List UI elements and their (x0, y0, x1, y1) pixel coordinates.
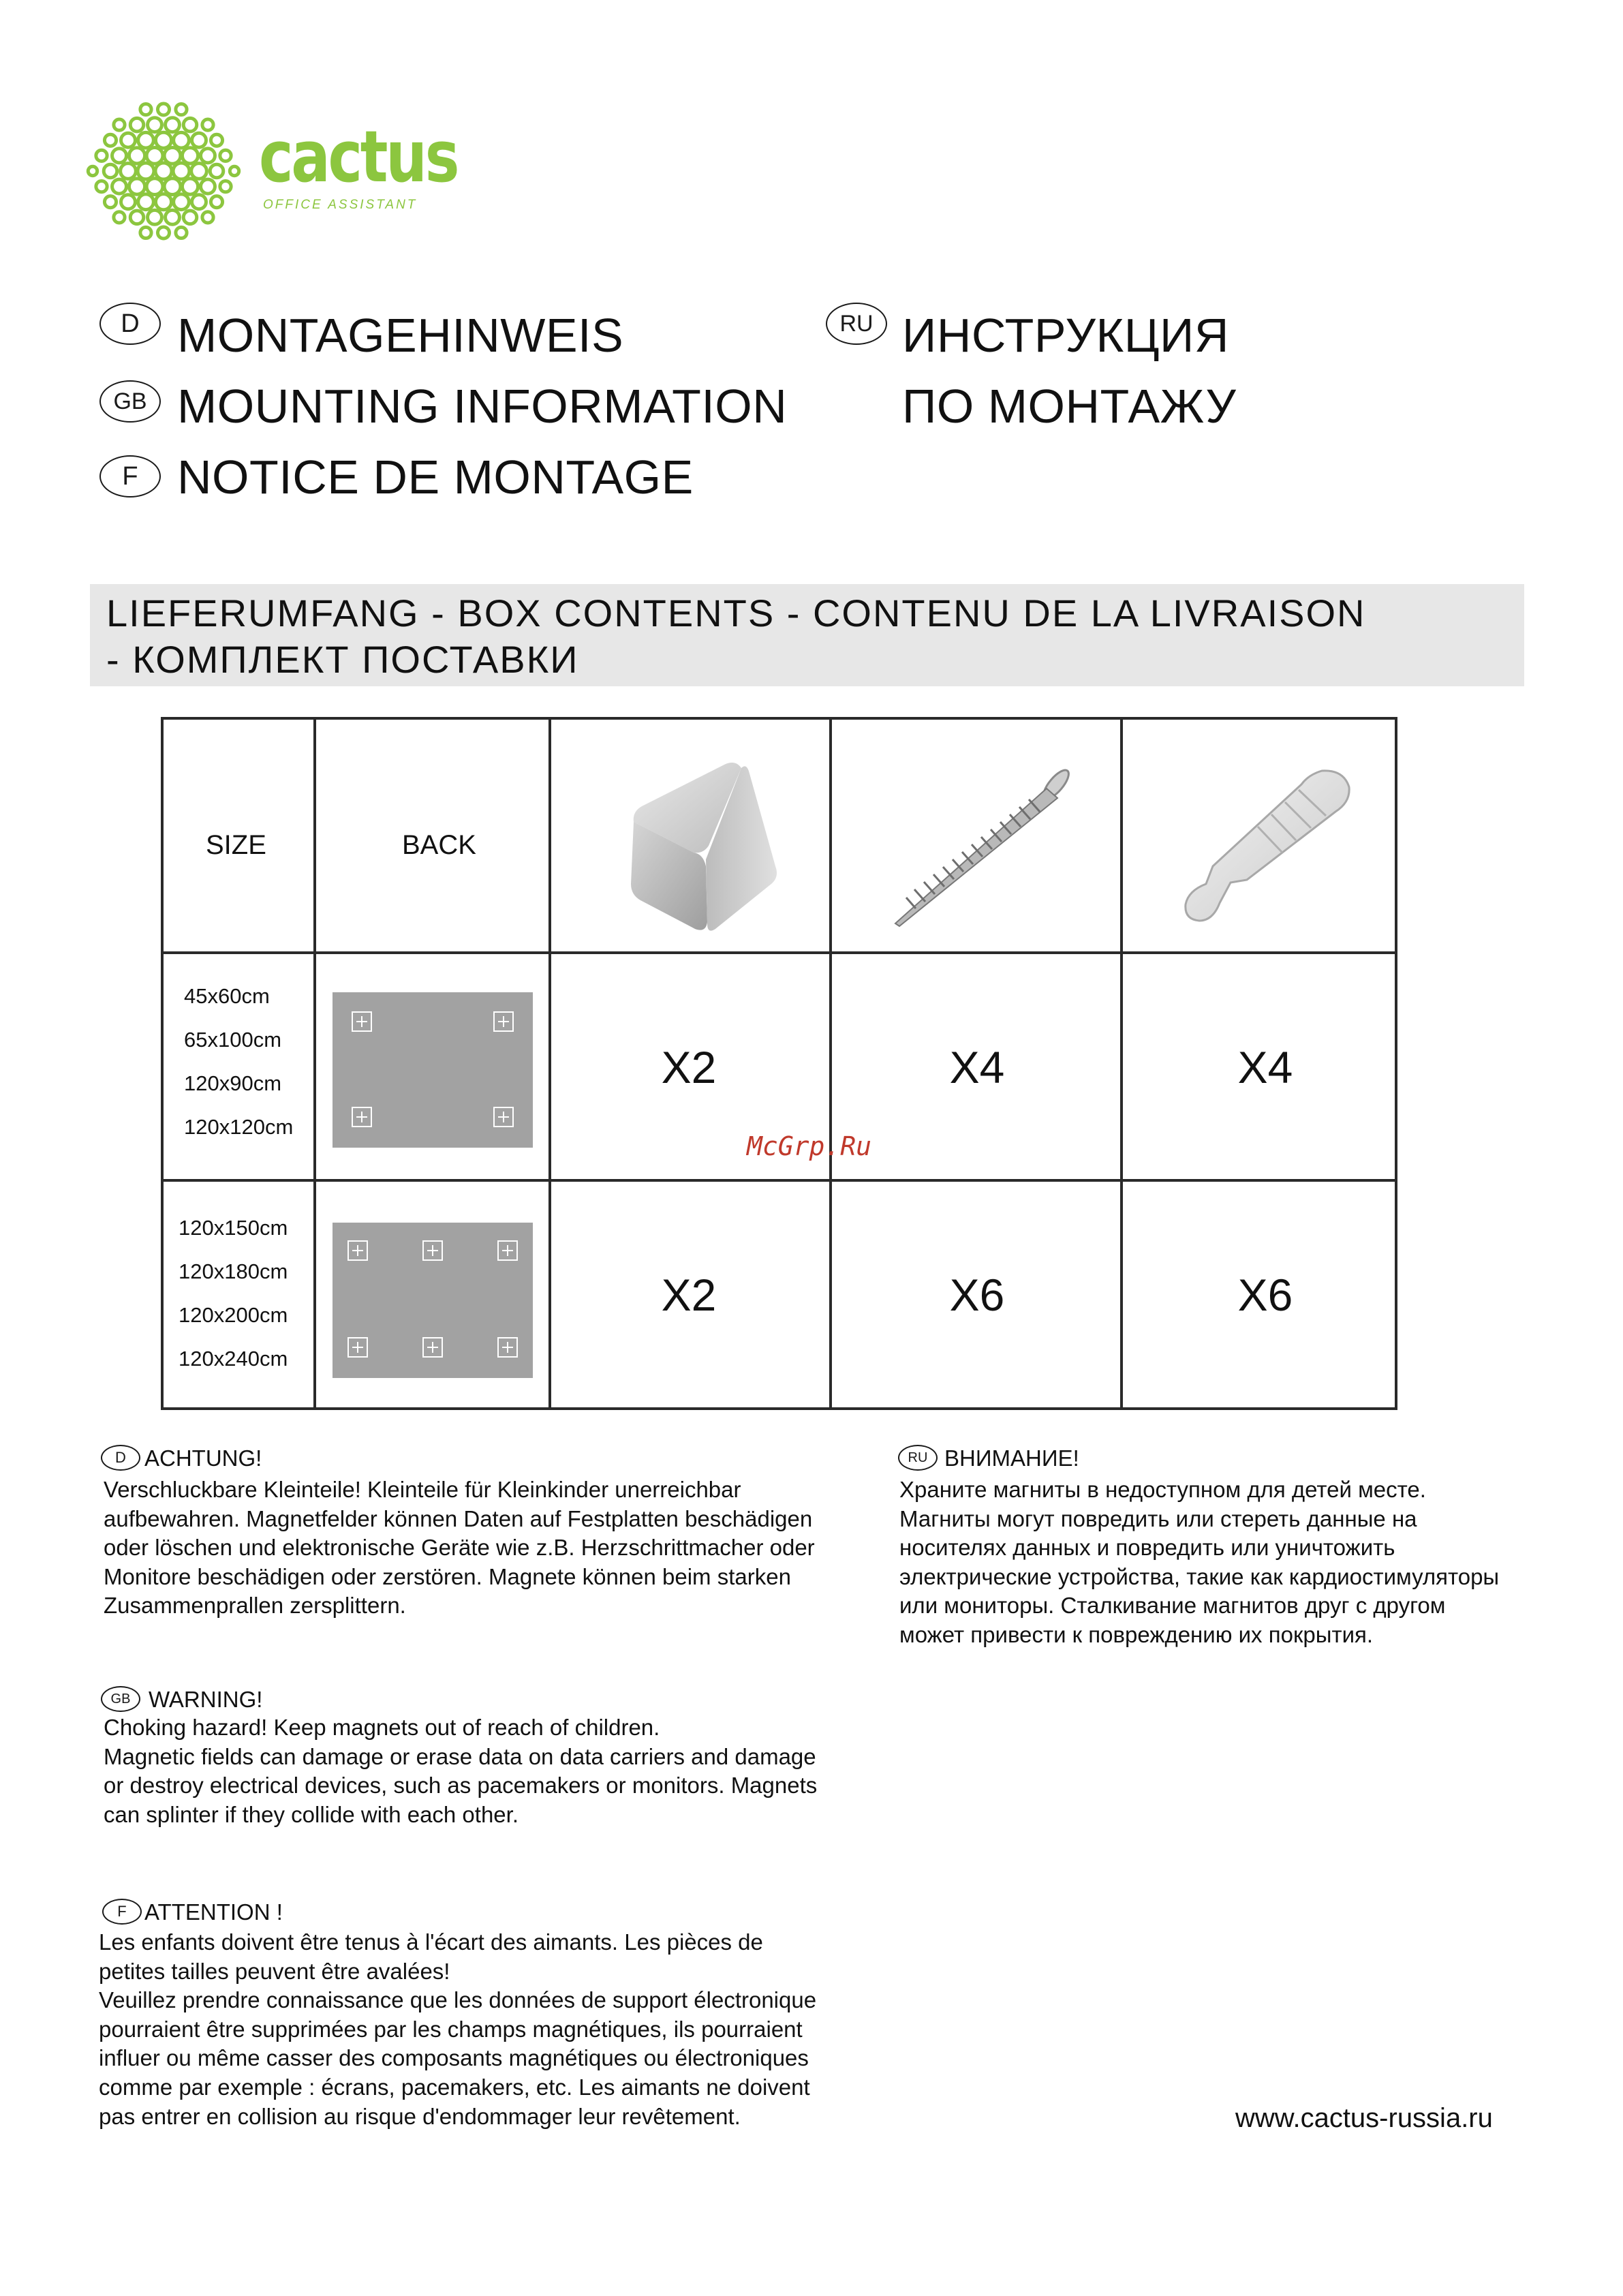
lang-badge-gb: GB (99, 380, 161, 423)
logo-ring (88, 166, 97, 175)
size-label: 120x120cm (184, 1115, 294, 1139)
screw-icon (886, 757, 1090, 934)
size-label: 120x180cm (179, 1259, 288, 1283)
text-line: comme par exemple : écrans, pacemakers, etc. Les aimants ne doivent (99, 2074, 810, 2100)
text-line: Verschluckbare Kleinteile! Kleinteile für Kleinkinder unerreichbar (104, 1477, 741, 1502)
mounting-hole-icon (497, 1337, 518, 1358)
section-title-line1: LIEFERUMFANG - BOX CONTENTS - CONTENU DE LA LIVRAISON (106, 592, 1366, 634)
lang-badge-ru: RU (826, 303, 887, 345)
logo-ring (114, 119, 125, 130)
qty-screws: X4 (949, 1042, 1005, 1092)
logo-ring (121, 133, 136, 147)
text-line: pourraient être supprimées par les champs magnétiques, ils pourraient (99, 2016, 803, 2042)
logo-ring (130, 211, 143, 224)
logo-ring (138, 163, 154, 179)
logo-ring (155, 194, 171, 210)
logo-ring (230, 166, 238, 175)
logo-ring (104, 164, 117, 178)
mounting-hole-icon (493, 1107, 514, 1127)
size-label: 45x60cm (184, 984, 270, 1008)
text-line: Monitore beschädigen oder zerstören. Magnete können beim starken (104, 1563, 791, 1589)
mounting-hole-icon (422, 1337, 443, 1358)
logo-ring (220, 181, 231, 192)
logo-ring (201, 149, 215, 163)
heading-ru-line1: ИНСТРУКЦИЯ (902, 309, 1229, 362)
logo-ring (166, 118, 180, 132)
logo-ring (164, 179, 181, 195)
table-divider (548, 720, 551, 1407)
text-line: или мониторы. Сталкивание магнитов друг с другом (899, 1593, 1446, 1619)
text-line: or destroy electrical devices, such as pacemakers or monitors. Magnets (104, 1773, 818, 1798)
logo-ring (220, 150, 231, 161)
logo-ring (183, 211, 196, 224)
logo-ring (112, 179, 127, 194)
logo-ring (176, 227, 187, 238)
logo-ring (164, 147, 181, 164)
qty-magnets: X2 (661, 1042, 717, 1092)
table-divider (829, 720, 832, 1407)
mounting-hole-icon (352, 1107, 372, 1127)
section-title-line2: - КОМПЛЕКТ ПОСТАВКИ (106, 638, 579, 681)
footer-url: www.cactus-russia.ru (1235, 2103, 1493, 2133)
mounting-hole-icon (352, 1011, 372, 1032)
warning-body-fr (99, 1928, 816, 2131)
size-label: 120x240cm (179, 1347, 288, 1371)
heading-fr: NOTICE DE MONTAGE (177, 450, 694, 504)
table-divider (313, 720, 316, 1407)
text-line: aufbewahren. Magnetfelder können Daten auf Festplatten beschädigen (104, 1505, 813, 1531)
size-label: 120x150cm (179, 1216, 288, 1240)
qty-magnets: X2 (661, 1270, 717, 1320)
warning-body-gb (104, 1713, 817, 1829)
logo-ring (140, 104, 151, 114)
text-line: Les enfants doivent être tenus à l'écart des aimants. Les pièces de (99, 1929, 763, 1955)
logo-ring (201, 179, 215, 194)
cactus-logo-icon (82, 93, 245, 249)
watermark: McGrp.Ru (747, 1131, 872, 1161)
mounting-hole-icon (347, 1337, 368, 1358)
lang-badge-f: F (99, 455, 161, 498)
text-line: носителях данных и повредить или уничтожить (899, 1535, 1395, 1561)
qty-plugs: X4 (1237, 1042, 1293, 1092)
lang-badge-ru: RU (898, 1445, 938, 1471)
text-line: can splinter if they collide with each other. (104, 1801, 519, 1827)
logo-ring (174, 194, 189, 210)
warning-title-fr: ATTENTION ! (144, 1899, 283, 1925)
text-line: petites tailles peuvent être avalées! (99, 1958, 450, 1984)
text-line: Магниты могут повредить или стереть данные на (899, 1505, 1417, 1531)
logo-ring (96, 150, 107, 161)
lang-badge-d: D (99, 303, 161, 345)
logo-ring (157, 104, 169, 115)
warning-title-de: ACHTUNG! (144, 1445, 262, 1471)
heading-de: MONTAGEHINWEIS (177, 309, 624, 362)
logo-ring (146, 147, 163, 164)
text-line: Magnetic fields can damage or erase data on data carriers and damage (104, 1743, 816, 1769)
logo-ring (104, 134, 116, 146)
logo-ring (148, 118, 162, 132)
qty-plugs: X6 (1237, 1270, 1293, 1320)
mounting-hole-icon (422, 1240, 443, 1261)
logo-ring (121, 195, 136, 209)
text-line: Choking hazard! Keep magnets out of reach of children. (104, 1715, 660, 1740)
text-line: электрические устройства, такие как кардиостимуляторы (899, 1563, 1500, 1589)
table-divider (164, 951, 1395, 954)
back-plate-4-holes (333, 992, 533, 1148)
logo-ring (114, 212, 125, 223)
text-line: oder löschen und elektronische Geräte wie z.B. Herzschrittmacher oder (104, 1535, 815, 1561)
text-line: influer ou même casser des composants magnétiques ou électroniques (99, 2045, 809, 2071)
qty-screws: X6 (949, 1270, 1005, 1320)
logo-ring (211, 196, 222, 208)
logo-ring (157, 227, 169, 239)
logo-ring (140, 227, 151, 238)
warning-title-ru: ВНИМАНИЕ! (944, 1445, 1079, 1471)
logo-ring (202, 212, 213, 223)
logo-ring (155, 132, 171, 148)
logo-ring (174, 132, 189, 148)
logo-ring (191, 164, 207, 179)
heading-gb: MOUNTING INFORMATION (177, 380, 788, 433)
logo-ring (202, 119, 213, 130)
table-divider (164, 1179, 1395, 1182)
logo-ring (146, 179, 163, 195)
mounting-hole-icon (497, 1240, 518, 1261)
logo-ring (192, 133, 206, 147)
mounting-hole-icon (493, 1011, 514, 1032)
wall-plug-icon (1165, 757, 1370, 934)
logo-ring (183, 118, 196, 131)
warning-title-gb: WARNING! (149, 1687, 263, 1712)
brand-name: cactus (259, 115, 458, 198)
logo-ring (211, 134, 222, 146)
logo-ring (192, 195, 206, 209)
text-line: Veuillez prendre connaissance que les données de support électronique (99, 1987, 817, 2013)
logo-ring (210, 164, 223, 178)
size-label: 120x90cm (184, 1071, 282, 1095)
box-contents-table (161, 717, 1397, 1410)
lang-badge-gb: GB (101, 1686, 140, 1712)
logo-ring (96, 181, 107, 192)
warning-body-ru (899, 1475, 1499, 1650)
logo-ring (138, 132, 154, 148)
size-label: 65x100cm (184, 1028, 282, 1052)
logo-ring (129, 148, 144, 164)
logo-ring (155, 163, 172, 179)
brand-tagline: OFFICE ASSISTANT (263, 198, 418, 212)
warning-body-de (104, 1475, 815, 1621)
heading-ru-line2: ПО МОНТАЖУ (902, 380, 1237, 433)
logo-ring (182, 179, 198, 194)
logo-ring (148, 210, 162, 224)
text-line: pas entrer en collision au risque d'endommager leur revêtement. (99, 2103, 741, 2129)
header-size: SIZE (206, 830, 266, 860)
text-line: Храните магниты в недоступном для детей месте. (899, 1477, 1426, 1502)
magnet-cube-icon (613, 750, 790, 934)
logo-ring (182, 148, 198, 164)
lang-badge-d: D (101, 1445, 140, 1471)
logo-ring (104, 196, 116, 208)
header-back: BACK (402, 830, 476, 860)
mounting-hole-icon (347, 1240, 368, 1261)
logo-ring (129, 179, 144, 194)
text-line: может привести к повреждению их покрытия. (899, 1621, 1374, 1647)
logo-ring (130, 118, 143, 131)
logo-ring (112, 149, 127, 163)
back-plate-6-holes (333, 1223, 533, 1378)
logo-ring (176, 104, 187, 114)
logo-ring (166, 210, 180, 224)
logo-ring (138, 194, 154, 210)
section-title (106, 590, 1503, 683)
logo-ring (121, 164, 136, 179)
text-line: Zusammenprallen zersplittern. (104, 1593, 406, 1619)
logo-ring (173, 163, 189, 179)
size-label: 120x200cm (179, 1303, 288, 1327)
table-divider (1120, 720, 1123, 1407)
lang-badge-f: F (102, 1899, 142, 1925)
